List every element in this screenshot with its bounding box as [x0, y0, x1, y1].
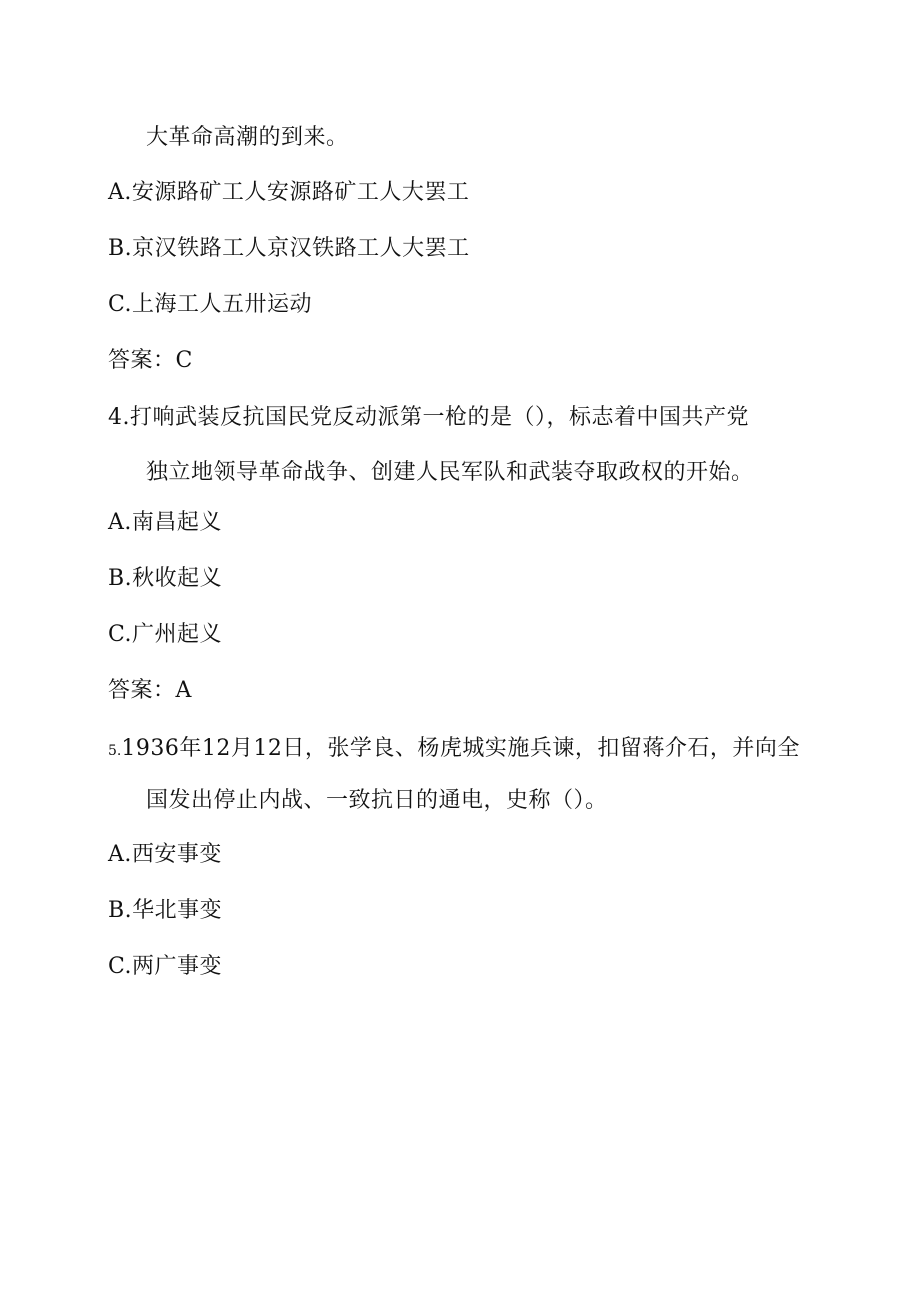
q5-option-b: B.华北事变 — [108, 898, 223, 923]
q5-stem-text: 1936年12月12日，张学良、杨虎城实施兵谏，扣留蒋介石，并向全 — [121, 736, 800, 761]
q3-option-c: C.上海工人五卅运动 — [108, 292, 313, 317]
q5-number: 5. — [108, 743, 122, 759]
q3-option-b: B.京汉铁路工人京汉铁路工人大罢工 — [108, 236, 470, 261]
q4-stem-line2: 独立地领导革命战争、创建人民军队和武装夺取政权的开始。 — [146, 460, 754, 485]
q4-option-c: C.广州起义 — [108, 622, 223, 647]
q5-option-c: C.两广事变 — [108, 954, 223, 979]
q4-option-a: A.南昌起义 — [108, 510, 222, 535]
q5-option-a: A.西安事变 — [108, 842, 222, 867]
q3-option-a: A.安源路矿工人安源路矿工人大罢工 — [108, 180, 470, 205]
q3-stem-continuation: 大革命高潮的到来。 — [146, 125, 349, 150]
q3-answer: 答案：C — [108, 348, 193, 373]
q4-answer: 答案：A — [108, 678, 192, 703]
q5-stem-line2: 国发出停止内战、一致抗日的通电，史称（）。 — [146, 788, 608, 813]
q4-stem-line1: 4.打响武装反抗国民党反动派第一枪的是（），标志着中国共产党 — [108, 405, 749, 430]
q5-stem-line1 — [108, 734, 800, 766]
q4-option-b: B.秋收起义 — [108, 566, 223, 591]
